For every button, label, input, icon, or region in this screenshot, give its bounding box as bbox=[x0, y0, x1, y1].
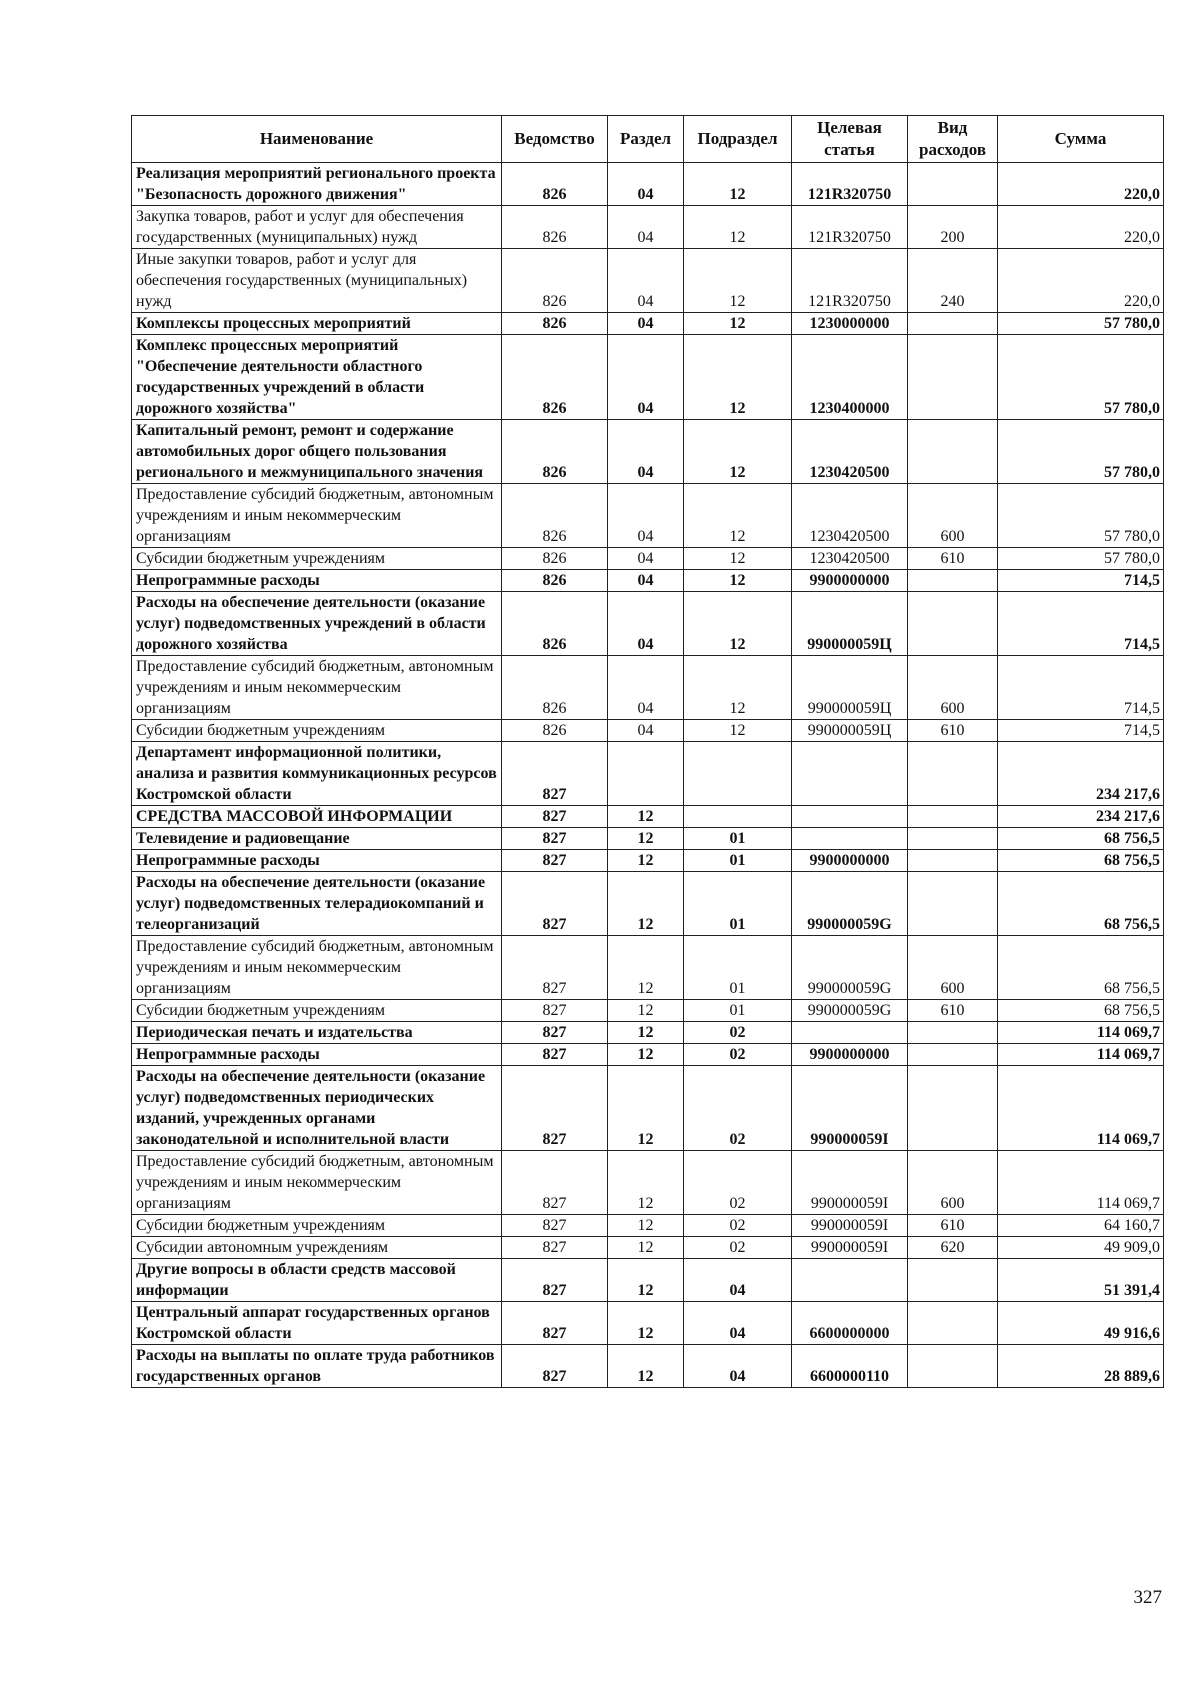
cell-expense-type bbox=[908, 828, 998, 850]
cell-name: Комплекс процессных мероприятий "Обеспечение деятельности областного государственных учреждений в области дорожного хозяйства" bbox=[132, 335, 502, 420]
cell-subsection: 01 bbox=[684, 828, 792, 850]
cell-department: 826 bbox=[502, 313, 608, 335]
cell-sum: 68 756,5 bbox=[998, 828, 1164, 850]
cell-sum: 220,0 bbox=[998, 163, 1164, 206]
page-number: 327 bbox=[1133, 1587, 1162, 1608]
cell-sum: 114 069,7 bbox=[998, 1151, 1164, 1215]
cell-expense-type bbox=[908, 313, 998, 335]
cell-target-article: 990000059I bbox=[792, 1215, 908, 1237]
cell-expense-type: 610 bbox=[908, 720, 998, 742]
cell-sum: 220,0 bbox=[998, 206, 1164, 249]
cell-name: Периодическая печать и издательства bbox=[132, 1022, 502, 1044]
cell-name: Субсидии бюджетным учреждениям bbox=[132, 548, 502, 570]
cell-sum: 68 756,5 bbox=[998, 872, 1164, 936]
table-row bbox=[132, 1022, 1164, 1044]
cell-name: Расходы на выплаты по оплате труда работников государственных органов bbox=[132, 1345, 502, 1388]
cell-expense-type bbox=[908, 850, 998, 872]
cell-name: Закупка товаров, работ и услуг для обеспечения государственных (муниципальных) нужд bbox=[132, 206, 502, 249]
cell-expense-type bbox=[908, 742, 998, 806]
cell-sum: 114 069,7 bbox=[998, 1066, 1164, 1151]
cell-name: Телевидение и радиовещание bbox=[132, 828, 502, 850]
cell-name: Комплексы процессных мероприятий bbox=[132, 313, 502, 335]
cell-department: 826 bbox=[502, 656, 608, 720]
cell-target-article: 990000059G bbox=[792, 936, 908, 1000]
cell-expense-type: 610 bbox=[908, 1000, 998, 1022]
cell-department: 827 bbox=[502, 1302, 608, 1345]
cell-name: Капитальный ремонт, ремонт и содержание автомобильных дорог общего пользования регионального и межмуниципального значения bbox=[132, 420, 502, 484]
cell-target-article: 990000059Ц bbox=[792, 720, 908, 742]
cell-expense-type bbox=[908, 592, 998, 656]
header-section: Раздел bbox=[608, 116, 684, 163]
table-row bbox=[132, 720, 1164, 742]
cell-target-article: 9900000000 bbox=[792, 1044, 908, 1066]
cell-department: 826 bbox=[502, 249, 608, 313]
cell-section: 04 bbox=[608, 570, 684, 592]
cell-subsection: 12 bbox=[684, 484, 792, 548]
cell-target-article bbox=[792, 742, 908, 806]
cell-sum: 49 916,6 bbox=[998, 1302, 1164, 1345]
cell-sum: 68 756,5 bbox=[998, 936, 1164, 1000]
cell-department: 826 bbox=[502, 206, 608, 249]
cell-expense-type bbox=[908, 872, 998, 936]
table-row bbox=[132, 1302, 1164, 1345]
cell-expense-type bbox=[908, 420, 998, 484]
cell-expense-type: 600 bbox=[908, 656, 998, 720]
cell-subsection: 02 bbox=[684, 1022, 792, 1044]
cell-subsection: 02 bbox=[684, 1151, 792, 1215]
cell-sum: 57 780,0 bbox=[998, 484, 1164, 548]
cell-name: Непрограммные расходы bbox=[132, 1044, 502, 1066]
cell-name: Реализация мероприятий регионального проекта "Безопасность дорожного движения" bbox=[132, 163, 502, 206]
cell-name: Непрограммные расходы bbox=[132, 570, 502, 592]
cell-sum: 64 160,7 bbox=[998, 1215, 1164, 1237]
cell-expense-type bbox=[908, 570, 998, 592]
cell-department: 827 bbox=[502, 1237, 608, 1259]
cell-subsection: 04 bbox=[684, 1259, 792, 1302]
table-row bbox=[132, 1044, 1164, 1066]
cell-section: 04 bbox=[608, 313, 684, 335]
cell-sum: 28 889,6 bbox=[998, 1345, 1164, 1388]
cell-section: 12 bbox=[608, 1345, 684, 1388]
header-subsection: Подраздел bbox=[684, 116, 792, 163]
cell-section: 04 bbox=[608, 335, 684, 420]
cell-subsection: 01 bbox=[684, 872, 792, 936]
cell-sum: 49 909,0 bbox=[998, 1237, 1164, 1259]
cell-section: 04 bbox=[608, 720, 684, 742]
cell-name: Иные закупки товаров, работ и услуг для обеспечения государственных (муниципальных) нужд bbox=[132, 249, 502, 313]
cell-sum: 68 756,5 bbox=[998, 1000, 1164, 1022]
cell-section: 12 bbox=[608, 1237, 684, 1259]
cell-expense-type bbox=[908, 163, 998, 206]
cell-expense-type bbox=[908, 806, 998, 828]
cell-expense-type bbox=[908, 1302, 998, 1345]
cell-target-article: 6600000110 bbox=[792, 1345, 908, 1388]
table-row bbox=[132, 1066, 1164, 1151]
cell-department: 827 bbox=[502, 850, 608, 872]
cell-department: 827 bbox=[502, 1000, 608, 1022]
cell-section: 04 bbox=[608, 249, 684, 313]
cell-subsection: 02 bbox=[684, 1215, 792, 1237]
cell-sum: 57 780,0 bbox=[998, 335, 1164, 420]
cell-name: Расходы на обеспечение деятельности (оказание услуг) подведомственных телерадиокомпаний и телеорганизаций bbox=[132, 872, 502, 936]
cell-sum: 234 217,6 bbox=[998, 742, 1164, 806]
cell-name: Департамент информационной политики, анализа и развития коммуникационных ресурсов Костромской области bbox=[132, 742, 502, 806]
cell-department: 827 bbox=[502, 1022, 608, 1044]
cell-department: 826 bbox=[502, 592, 608, 656]
cell-sum: 714,5 bbox=[998, 720, 1164, 742]
cell-target-article: 121R320750 bbox=[792, 206, 908, 249]
cell-department: 827 bbox=[502, 1345, 608, 1388]
cell-subsection: 12 bbox=[684, 313, 792, 335]
cell-subsection: 12 bbox=[684, 548, 792, 570]
cell-sum: 114 069,7 bbox=[998, 1044, 1164, 1066]
table-row bbox=[132, 742, 1164, 806]
cell-target-article: 1230420500 bbox=[792, 420, 908, 484]
table-row bbox=[132, 1000, 1164, 1022]
cell-section: 04 bbox=[608, 163, 684, 206]
cell-department: 827 bbox=[502, 806, 608, 828]
cell-department: 827 bbox=[502, 872, 608, 936]
table-row bbox=[132, 936, 1164, 1000]
cell-expense-type: 600 bbox=[908, 484, 998, 548]
cell-department: 826 bbox=[502, 720, 608, 742]
cell-subsection: 12 bbox=[684, 592, 792, 656]
cell-section: 12 bbox=[608, 1066, 684, 1151]
cell-subsection: 12 bbox=[684, 163, 792, 206]
cell-section: 12 bbox=[608, 806, 684, 828]
table-row bbox=[132, 592, 1164, 656]
cell-target-article: 1230420500 bbox=[792, 548, 908, 570]
table-row bbox=[132, 872, 1164, 936]
cell-section: 04 bbox=[608, 420, 684, 484]
cell-section: 12 bbox=[608, 1000, 684, 1022]
cell-subsection: 12 bbox=[684, 249, 792, 313]
table-row bbox=[132, 1215, 1164, 1237]
header-name: Наименование bbox=[132, 116, 502, 163]
table-row bbox=[132, 163, 1164, 206]
cell-target-article: 990000059I bbox=[792, 1237, 908, 1259]
cell-section: 12 bbox=[608, 1022, 684, 1044]
cell-expense-type bbox=[908, 1259, 998, 1302]
cell-sum: 714,5 bbox=[998, 570, 1164, 592]
cell-expense-type: 610 bbox=[908, 1215, 998, 1237]
header-sum: Сумма bbox=[998, 116, 1164, 163]
cell-name: Предоставление субсидий бюджетным, автономным учреждениям и иным некоммерческим организациям bbox=[132, 656, 502, 720]
cell-name: Предоставление субсидий бюджетным, автономным учреждениям и иным некоммерческим организациям bbox=[132, 936, 502, 1000]
cell-subsection: 12 bbox=[684, 656, 792, 720]
cell-sum: 57 780,0 bbox=[998, 548, 1164, 570]
cell-subsection: 12 bbox=[684, 570, 792, 592]
cell-target-article: 990000059I bbox=[792, 1151, 908, 1215]
table-row bbox=[132, 548, 1164, 570]
cell-subsection bbox=[684, 806, 792, 828]
cell-expense-type: 600 bbox=[908, 936, 998, 1000]
table-header-row bbox=[132, 116, 1164, 163]
cell-target-article: 9900000000 bbox=[792, 570, 908, 592]
cell-target-article: 990000059G bbox=[792, 1000, 908, 1022]
cell-department: 827 bbox=[502, 1215, 608, 1237]
cell-section: 04 bbox=[608, 548, 684, 570]
cell-subsection: 12 bbox=[684, 335, 792, 420]
cell-section: 04 bbox=[608, 484, 684, 548]
cell-section: 12 bbox=[608, 872, 684, 936]
cell-subsection: 01 bbox=[684, 936, 792, 1000]
cell-target-article bbox=[792, 806, 908, 828]
cell-target-article: 6600000000 bbox=[792, 1302, 908, 1345]
cell-subsection: 12 bbox=[684, 720, 792, 742]
cell-department: 827 bbox=[502, 742, 608, 806]
cell-section: 04 bbox=[608, 206, 684, 249]
cell-department: 827 bbox=[502, 1044, 608, 1066]
cell-section: 12 bbox=[608, 1259, 684, 1302]
cell-department: 826 bbox=[502, 570, 608, 592]
cell-target-article: 1230400000 bbox=[792, 335, 908, 420]
cell-name: СРЕДСТВА МАССОВОЙ ИНФОРМАЦИИ bbox=[132, 806, 502, 828]
cell-subsection: 02 bbox=[684, 1237, 792, 1259]
cell-subsection bbox=[684, 742, 792, 806]
table-row bbox=[132, 249, 1164, 313]
header-target-article: Целевая статья bbox=[792, 116, 908, 163]
header-expense-type: Вид расходов bbox=[908, 116, 998, 163]
cell-target-article: 990000059G bbox=[792, 872, 908, 936]
table-row bbox=[132, 1345, 1164, 1388]
cell-department: 827 bbox=[502, 1151, 608, 1215]
cell-target-article: 990000059Ц bbox=[792, 656, 908, 720]
cell-target-article: 990000059I bbox=[792, 1066, 908, 1151]
cell-name: Расходы на обеспечение деятельности (оказание услуг) подведомственных учреждений в области дорожного хозяйства bbox=[132, 592, 502, 656]
table-row bbox=[132, 335, 1164, 420]
table-row bbox=[132, 420, 1164, 484]
table-row bbox=[132, 1259, 1164, 1302]
cell-section: 12 bbox=[608, 850, 684, 872]
cell-name: Субсидии автономным учреждениям bbox=[132, 1237, 502, 1259]
cell-department: 827 bbox=[502, 1259, 608, 1302]
cell-target-article: 9900000000 bbox=[792, 850, 908, 872]
table-row bbox=[132, 828, 1164, 850]
cell-expense-type: 600 bbox=[908, 1151, 998, 1215]
cell-subsection: 02 bbox=[684, 1066, 792, 1151]
cell-section: 12 bbox=[608, 828, 684, 850]
cell-target-article bbox=[792, 828, 908, 850]
cell-name: Предоставление субсидий бюджетным, автономным учреждениям и иным некоммерческим организациям bbox=[132, 1151, 502, 1215]
cell-expense-type bbox=[908, 1044, 998, 1066]
cell-sum: 234 217,6 bbox=[998, 806, 1164, 828]
cell-name: Предоставление субсидий бюджетным, автономным учреждениям и иным некоммерческим организациям bbox=[132, 484, 502, 548]
table-row bbox=[132, 850, 1164, 872]
cell-section: 12 bbox=[608, 936, 684, 1000]
table-row bbox=[132, 484, 1164, 548]
cell-section: 12 bbox=[608, 1151, 684, 1215]
cell-section: 12 bbox=[608, 1302, 684, 1345]
cell-section: 04 bbox=[608, 592, 684, 656]
cell-subsection: 01 bbox=[684, 1000, 792, 1022]
cell-expense-type: 610 bbox=[908, 548, 998, 570]
cell-name: Расходы на обеспечение деятельности (оказание услуг) подведомственных периодических изданий, учрежденных органами законодательной и исполнительной власти bbox=[132, 1066, 502, 1151]
cell-department: 826 bbox=[502, 484, 608, 548]
cell-subsection: 12 bbox=[684, 420, 792, 484]
cell-sum: 114 069,7 bbox=[998, 1022, 1164, 1044]
cell-name: Непрограммные расходы bbox=[132, 850, 502, 872]
cell-sum: 57 780,0 bbox=[998, 313, 1164, 335]
cell-target-article bbox=[792, 1022, 908, 1044]
cell-department: 827 bbox=[502, 828, 608, 850]
cell-department: 827 bbox=[502, 1066, 608, 1151]
cell-subsection: 02 bbox=[684, 1044, 792, 1066]
table-row bbox=[132, 1151, 1164, 1215]
cell-name: Другие вопросы в области средств массовой информации bbox=[132, 1259, 502, 1302]
table-row bbox=[132, 206, 1164, 249]
cell-target-article: 121R320750 bbox=[792, 249, 908, 313]
cell-department: 827 bbox=[502, 936, 608, 1000]
cell-subsection: 04 bbox=[684, 1302, 792, 1345]
cell-target-article: 990000059Ц bbox=[792, 592, 908, 656]
cell-section: 12 bbox=[608, 1215, 684, 1237]
cell-name: Субсидии бюджетным учреждениям bbox=[132, 720, 502, 742]
table-row bbox=[132, 806, 1164, 828]
cell-expense-type: 620 bbox=[908, 1237, 998, 1259]
cell-subsection: 04 bbox=[684, 1345, 792, 1388]
cell-section: 04 bbox=[608, 656, 684, 720]
table-row bbox=[132, 313, 1164, 335]
cell-name: Центральный аппарат государственных органов Костромской области bbox=[132, 1302, 502, 1345]
cell-expense-type bbox=[908, 1066, 998, 1151]
cell-sum: 714,5 bbox=[998, 592, 1164, 656]
cell-sum: 51 391,4 bbox=[998, 1259, 1164, 1302]
table-row bbox=[132, 1237, 1164, 1259]
cell-department: 826 bbox=[502, 420, 608, 484]
cell-sum: 68 756,5 bbox=[998, 850, 1164, 872]
cell-subsection: 12 bbox=[684, 206, 792, 249]
table-row bbox=[132, 656, 1164, 720]
cell-expense-type bbox=[908, 335, 998, 420]
cell-expense-type: 200 bbox=[908, 206, 998, 249]
cell-department: 826 bbox=[502, 163, 608, 206]
header-department: Ведомство bbox=[502, 116, 608, 163]
cell-department: 826 bbox=[502, 548, 608, 570]
cell-subsection: 01 bbox=[684, 850, 792, 872]
cell-sum: 714,5 bbox=[998, 656, 1164, 720]
table-body bbox=[132, 163, 1164, 1388]
cell-target-article: 121R320750 bbox=[792, 163, 908, 206]
cell-expense-type: 240 bbox=[908, 249, 998, 313]
cell-name: Субсидии бюджетным учреждениям bbox=[132, 1215, 502, 1237]
cell-department: 826 bbox=[502, 335, 608, 420]
cell-target-article bbox=[792, 1259, 908, 1302]
cell-sum: 220,0 bbox=[998, 249, 1164, 313]
cell-expense-type bbox=[908, 1022, 998, 1044]
cell-target-article: 1230000000 bbox=[792, 313, 908, 335]
cell-section bbox=[608, 742, 684, 806]
cell-sum: 57 780,0 bbox=[998, 420, 1164, 484]
table-row bbox=[132, 570, 1164, 592]
cell-expense-type bbox=[908, 1345, 998, 1388]
cell-name: Субсидии бюджетным учреждениям bbox=[132, 1000, 502, 1022]
cell-section: 12 bbox=[608, 1044, 684, 1066]
budget-table bbox=[131, 115, 1164, 1388]
cell-target-article: 1230420500 bbox=[792, 484, 908, 548]
